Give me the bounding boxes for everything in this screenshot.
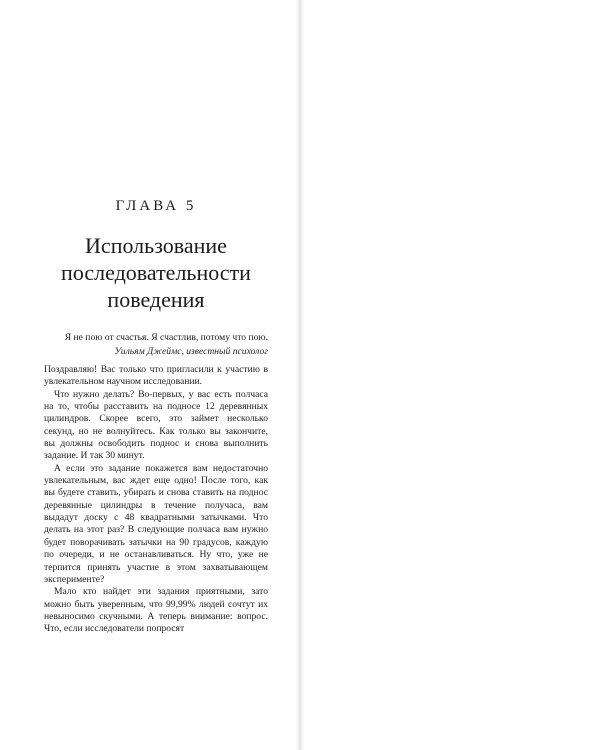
left-body-text	[44, 364, 268, 636]
paragraph: Что нужно делать? Во-первых, у вас есть полчаса на то, чтобы расставить на подносе 12 деревянных цилиндров. Скорее всего, это займет несколько секунд, но не волнуйтесь. Как только вы закончите, вы должны освободить поднос и снова выполнить задание. И так 30 минут.	[44, 388, 268, 462]
paragraph: Поздравляю! Вас только что пригласили к участию в увлекательном научном исследовании.	[44, 364, 268, 388]
paragraph: Мало кто найдет эти задания приятными, зато можно быть уверенным, что 99,99% людей сочтут их невыносимо скучными. А теперь внимание: вопрос. Что, если исследователи попросят	[44, 586, 268, 635]
chapter-title: Использование последовательности поведения	[61, 233, 251, 312]
paragraph: А если это задание покажется вам недостаточно увлекательным, вас ждет еще одно! После того, как вы будете ставить, убирать и снова ставить на поднос деревянные цилиндры в течение получаса, вам выдадут доску с 48 квадратными затычками. Что делать на этот раз? В следующие полчаса вам нужно будет поворачивать затычки на 90 градусов, каждую по очереди, и не останавливаться. Ну что, уже не терпится принять участие в этом захватывающем эксперименте?	[44, 462, 268, 585]
epigraph-quote: Я не пою от счастья. Я счастлив, потому что пою.	[64, 332, 268, 343]
epigraph-author: Уильям Джеймс, известный психолог	[114, 346, 268, 357]
right-page	[300, 0, 600, 750]
chapter-label: ГЛАВА 5	[115, 198, 197, 214]
